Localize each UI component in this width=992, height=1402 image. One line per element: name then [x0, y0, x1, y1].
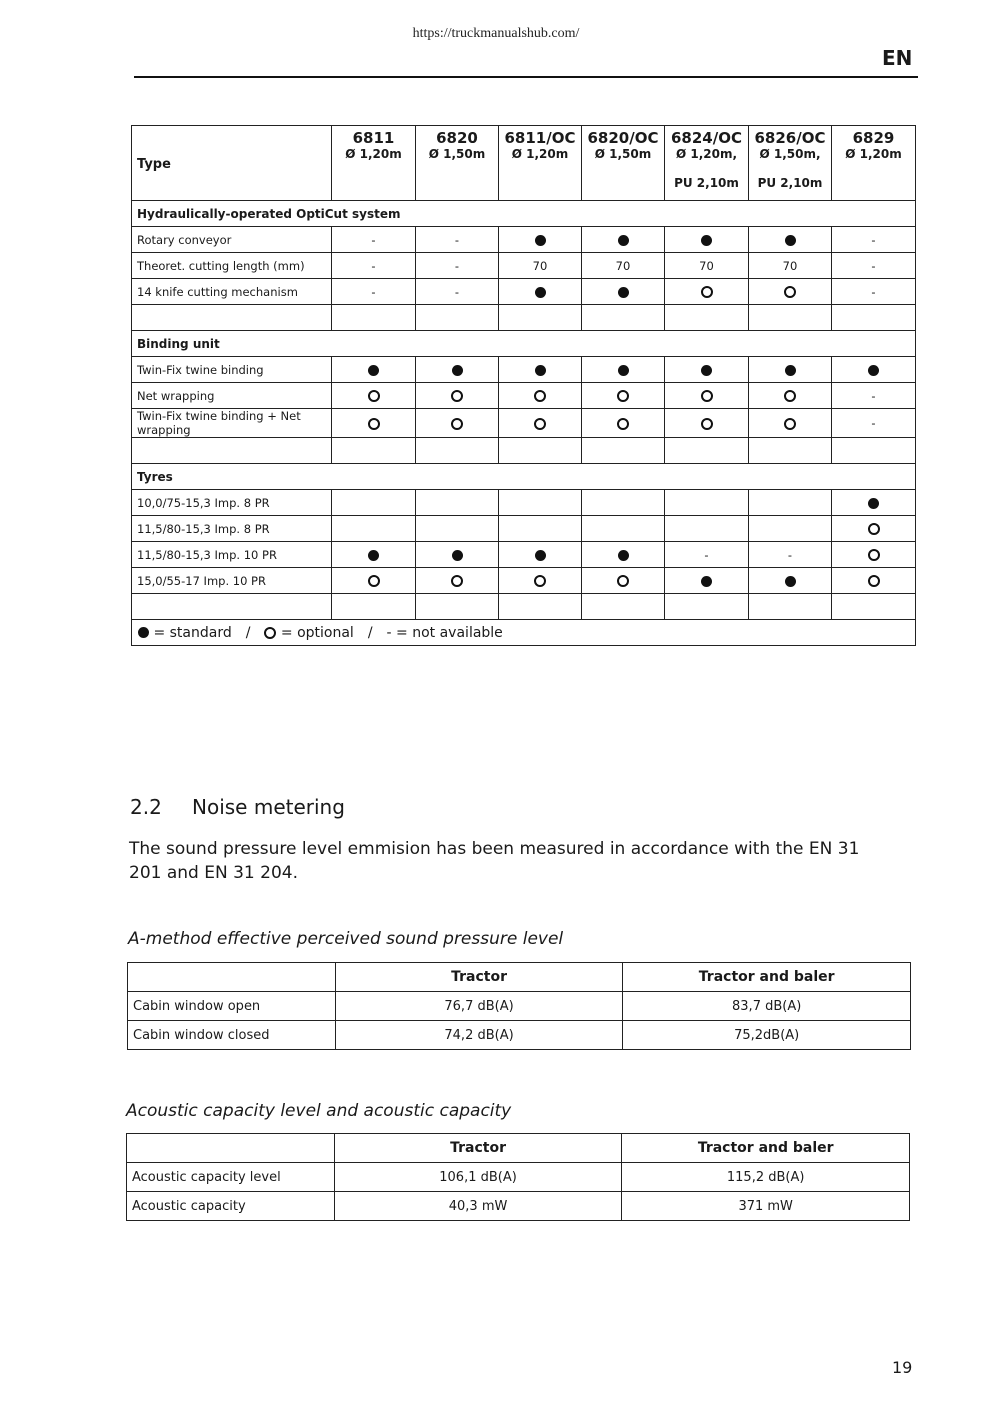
table-cell: 106,1 dB(A) [334, 1163, 622, 1192]
legend-optional: = optional [280, 624, 354, 641]
table-cell [332, 568, 416, 594]
table-cell: 83,7 dB(A) [623, 992, 911, 1021]
standard-dot-icon [368, 550, 379, 561]
optional-ring-icon [701, 286, 713, 298]
type-label: Type [132, 126, 332, 201]
standard-dot-icon [368, 365, 379, 376]
section-number: 2.2 [130, 795, 162, 819]
table-row [132, 542, 916, 568]
table-cell [582, 516, 665, 542]
row-label: 14 knife cutting mechanism [132, 279, 332, 305]
model-header-cell [582, 126, 665, 201]
table-cell: - [332, 279, 416, 305]
empty-cell [416, 594, 499, 620]
standard-dot-icon [535, 365, 546, 376]
optional-ring-icon [451, 390, 463, 402]
table-cell [416, 357, 499, 383]
header-cell: Tractor and baler [622, 1134, 910, 1163]
empty-cell [665, 438, 749, 464]
legend-standard: = standard [153, 624, 232, 641]
table-cell [499, 357, 582, 383]
table-row [132, 227, 916, 253]
table-cell: 70 [499, 253, 582, 279]
empty-row [132, 594, 916, 620]
optional-ring-icon [784, 418, 796, 430]
table-cell [332, 490, 416, 516]
empty-cell [582, 305, 665, 331]
empty-cell [416, 438, 499, 464]
row-label: 11,5/80-15,3 Imp. 8 PR [132, 516, 332, 542]
table-cell: - [416, 253, 499, 279]
model-pickup: PU 2,10m [757, 176, 823, 190]
empty-cell [749, 305, 832, 331]
model-diameter: Ø 1,50m, [759, 147, 821, 161]
standard-dot-icon [701, 576, 712, 587]
table-cell [582, 357, 665, 383]
model-diameter: Ø 1,20m [845, 147, 902, 161]
empty-cell [749, 438, 832, 464]
table-cell: - [832, 227, 916, 253]
header-cell: Tractor [335, 963, 623, 992]
optional-ring-icon [534, 390, 546, 402]
legend-not-available: - = not available [386, 624, 503, 641]
row-label: Acoustic capacity level [127, 1163, 335, 1192]
model-header-cell [832, 126, 916, 201]
empty-cell [832, 594, 916, 620]
table-row [127, 1192, 910, 1221]
header-cell [128, 963, 336, 992]
table-row [132, 516, 916, 542]
table-cell [332, 357, 416, 383]
empty-cell [132, 305, 332, 331]
page-number: 19 [892, 1358, 913, 1377]
empty-cell [416, 305, 499, 331]
optional-ring-icon [617, 418, 629, 430]
table-cell: 70 [582, 253, 665, 279]
noise-table-acoustic [126, 1133, 910, 1221]
table-cell: 115,2 dB(A) [622, 1163, 910, 1192]
model-header-cell [332, 126, 416, 201]
header-rule [134, 76, 918, 78]
optional-ring-icon [868, 523, 880, 535]
empty-cell [132, 594, 332, 620]
empty-row [132, 438, 916, 464]
table-cell [499, 490, 582, 516]
empty-cell [749, 594, 832, 620]
section-title: Hydraulically-operated OptiCut system [132, 201, 916, 227]
table-cell: - [332, 227, 416, 253]
table-cell: - [665, 542, 749, 568]
table-cell: - [832, 383, 916, 409]
table-cell: 74,2 dB(A) [335, 1021, 623, 1050]
table-cell [749, 279, 832, 305]
empty-cell [832, 438, 916, 464]
table-cell: - [332, 253, 416, 279]
row-label: 15,0/55-17 Imp. 10 PR [132, 568, 332, 594]
model-header-cell [499, 126, 582, 201]
table-cell [749, 357, 832, 383]
table-cell [499, 542, 582, 568]
optional-ring-icon [534, 575, 546, 587]
table-cell: 70 [665, 253, 749, 279]
empty-cell [332, 594, 416, 620]
model-diameter: Ø 1,50m [594, 147, 652, 161]
optional-ring-icon [368, 390, 380, 402]
table-cell [499, 516, 582, 542]
optional-ring-icon [868, 549, 880, 561]
table-cell: - [832, 409, 916, 438]
model-diameter: Ø 1,20m, [675, 147, 738, 161]
table-cell [416, 490, 499, 516]
table-cell [665, 383, 749, 409]
table-cell [665, 279, 749, 305]
optional-ring-icon [534, 418, 546, 430]
table-header-row [128, 963, 911, 992]
table-cell [665, 227, 749, 253]
empty-cell [499, 594, 582, 620]
section-heading [130, 795, 345, 819]
section-title: Tyres [132, 464, 916, 490]
table-cell [582, 490, 665, 516]
table-cell [749, 227, 832, 253]
empty-row [132, 305, 916, 331]
table-row [132, 279, 916, 305]
language-code: EN [882, 46, 913, 70]
table-row [128, 992, 911, 1021]
table-cell [332, 409, 416, 438]
table-cell [499, 279, 582, 305]
row-label: 11,5/80-15,3 Imp. 10 PR [132, 542, 332, 568]
optional-ring-icon [701, 418, 713, 430]
table-cell [832, 357, 916, 383]
empty-cell [332, 305, 416, 331]
standard-dot-icon [618, 235, 629, 246]
table-cell [416, 409, 499, 438]
table-cell [332, 383, 416, 409]
table-cell [665, 516, 749, 542]
table-cell: 76,7 dB(A) [335, 992, 623, 1021]
row-label: Cabin window open [128, 992, 336, 1021]
empty-cell [499, 438, 582, 464]
table-cell [665, 490, 749, 516]
table-row [132, 490, 916, 516]
legend-row [132, 620, 916, 646]
table-cell: 70 [749, 253, 832, 279]
table-row [132, 568, 916, 594]
table-cell [499, 568, 582, 594]
table-cell: - [832, 253, 916, 279]
table-cell [832, 542, 916, 568]
table-row [128, 1021, 911, 1050]
model-name: 6811/OC [504, 129, 576, 147]
table-cell: - [416, 279, 499, 305]
section-title: Noise metering [192, 795, 345, 819]
standard-dot-icon [138, 627, 149, 638]
table-cell [582, 279, 665, 305]
table-cell [832, 490, 916, 516]
legend-separator: / [367, 624, 373, 641]
standard-dot-icon [785, 235, 796, 246]
table-row [127, 1163, 910, 1192]
empty-cell [332, 438, 416, 464]
row-label: Twin-Fix twine binding [132, 357, 332, 383]
empty-cell [832, 305, 916, 331]
table-cell: 75,2dB(A) [623, 1021, 911, 1050]
model-name: 6820 [436, 129, 478, 147]
table-cell [582, 568, 665, 594]
table-cell [416, 383, 499, 409]
optional-ring-icon [368, 418, 380, 430]
table-caption-a-method: A-method effective perceived sound pressure level [128, 929, 564, 949]
section-paragraph: The sound pressure level emmision has been measured in accordance with the EN 31 201 and EN 31 204. [129, 839, 860, 883]
header-cell [127, 1134, 335, 1163]
model-name: 6826/OC [754, 129, 826, 147]
table-cell [749, 490, 832, 516]
table-row [132, 383, 916, 409]
table-caption-acoustic: Acoustic capacity level and acoustic capacity [126, 1101, 512, 1121]
model-pickup: PU 2,10m [674, 176, 739, 190]
source-url: https://truckmanualshub.com/ [412, 26, 580, 41]
standard-dot-icon [618, 287, 629, 298]
table-cell [332, 516, 416, 542]
standard-dot-icon [452, 365, 463, 376]
table-cell: - [749, 542, 832, 568]
empty-cell [499, 305, 582, 331]
standard-dot-icon [452, 550, 463, 561]
spec-table [131, 125, 916, 646]
table-cell [665, 409, 749, 438]
noise-table-a-method [127, 962, 911, 1050]
optional-ring-icon [784, 390, 796, 402]
table-cell [416, 516, 499, 542]
header-cell: Tractor and baler [623, 963, 911, 992]
empty-cell [582, 594, 665, 620]
model-diameter: Ø 1,50m [428, 147, 486, 161]
standard-dot-icon [535, 550, 546, 561]
table-row [132, 409, 916, 438]
model-name: 6829 [852, 129, 895, 147]
model-diameter: Ø 1,20m [345, 147, 402, 161]
table-cell [332, 542, 416, 568]
section-row [132, 464, 916, 490]
section-row [132, 201, 916, 227]
table-cell [582, 409, 665, 438]
optional-ring-icon [701, 390, 713, 402]
standard-dot-icon [535, 287, 546, 298]
optional-ring-icon [784, 286, 796, 298]
standard-dot-icon [701, 235, 712, 246]
section-title: Binding unit [132, 331, 916, 357]
table-cell [582, 542, 665, 568]
legend-separator: / [245, 624, 251, 641]
table-cell [832, 568, 916, 594]
table-header-row [127, 1134, 910, 1163]
table-cell [749, 568, 832, 594]
table-row [132, 253, 916, 279]
table-cell: 40,3 mW [334, 1192, 622, 1221]
empty-cell [582, 438, 665, 464]
table-cell [499, 383, 582, 409]
table-cell: - [416, 227, 499, 253]
optional-ring-icon [617, 575, 629, 587]
optional-ring-icon [451, 575, 463, 587]
standard-dot-icon [785, 576, 796, 587]
empty-cell [665, 594, 749, 620]
row-label: Net wrapping [132, 383, 332, 409]
row-label: Rotary conveyor [132, 227, 332, 253]
standard-dot-icon [785, 365, 796, 376]
row-label: Twin-Fix twine binding + Net wrapping [132, 409, 332, 438]
table-cell [416, 568, 499, 594]
model-name: 6811 [352, 129, 395, 147]
table-cell [665, 357, 749, 383]
section-row [132, 331, 916, 357]
table-cell [832, 516, 916, 542]
model-name: 6824/OC [671, 129, 742, 147]
table-cell [499, 409, 582, 438]
empty-cell [665, 305, 749, 331]
table-cell [416, 542, 499, 568]
optional-ring-icon [368, 575, 380, 587]
row-label: Cabin window closed [128, 1021, 336, 1050]
row-label: Theoret. cutting length (mm) [132, 253, 332, 279]
standard-dot-icon [701, 365, 712, 376]
table-cell [749, 383, 832, 409]
header-cell: Tractor [334, 1134, 622, 1163]
table-row [132, 357, 916, 383]
model-header-cell [749, 126, 832, 201]
table-cell [749, 516, 832, 542]
optional-ring-icon [617, 390, 629, 402]
standard-dot-icon [868, 498, 879, 509]
row-label: 10,0/75-15,3 Imp. 8 PR [132, 490, 332, 516]
table-cell [582, 383, 665, 409]
optional-ring-icon [451, 418, 463, 430]
table-cell [665, 568, 749, 594]
model-diameter: Ø 1,20m [511, 147, 569, 161]
table-cell [582, 227, 665, 253]
standard-dot-icon [618, 365, 629, 376]
table-cell: - [832, 279, 916, 305]
standard-dot-icon [868, 365, 879, 376]
table-cell [749, 409, 832, 438]
model-header-cell [665, 126, 749, 201]
standard-dot-icon [535, 235, 546, 246]
standard-dot-icon [618, 550, 629, 561]
model-header-cell [416, 126, 499, 201]
model-name: 6820/OC [587, 129, 659, 147]
optional-ring-icon [264, 627, 276, 639]
optional-ring-icon [868, 575, 880, 587]
model-header-row [132, 126, 916, 201]
row-label: Acoustic capacity [127, 1192, 335, 1221]
empty-cell [132, 438, 332, 464]
table-cell: 371 mW [622, 1192, 910, 1221]
legend [132, 620, 916, 646]
table-cell [499, 227, 582, 253]
